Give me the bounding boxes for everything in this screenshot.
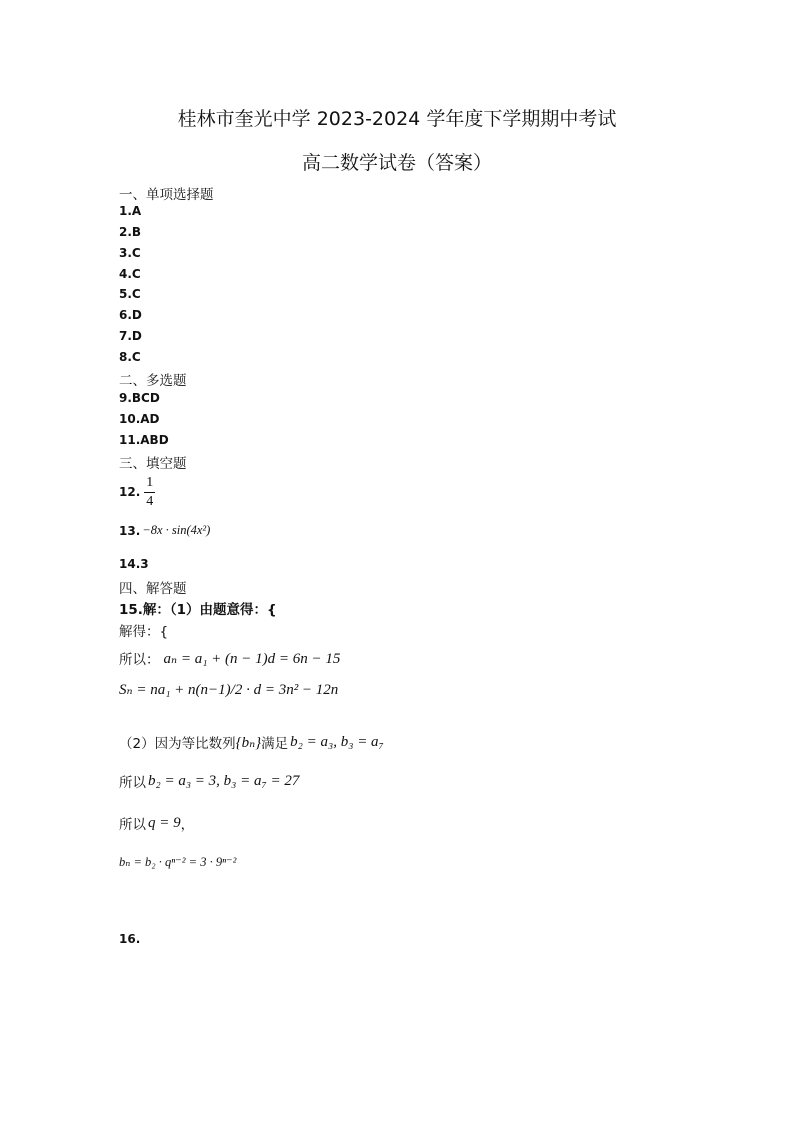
page-title: 桂林市奎光中学 2023-2024 学年度下学期期中考试: [177, 108, 617, 130]
section-heading-single-choice: 一、单项选择题: [119, 187, 214, 203]
answer-item: 7.D: [119, 329, 142, 343]
q15-line: [119, 771, 299, 791]
math-expression: Sₙ = na₁ + n(n−1)/2 · d = 3n² − 12n: [119, 682, 339, 698]
question-16-label: 16.: [119, 932, 141, 946]
q15-line: [119, 732, 384, 752]
text-prefix: 所以: [119, 775, 146, 791]
math-expression: aₙ = a₁ + (n − 1)d = 6n − 15: [163, 650, 341, 667]
text-prefix: （2）因为等比数列: [119, 736, 236, 752]
text-mid: 满足: [261, 736, 289, 752]
text-prefix: 所以: [119, 817, 146, 833]
answer-item: 9.BCD: [119, 391, 160, 405]
q15-line: 15.解：（1）由题意得：{: [119, 602, 277, 618]
question-number: 12.: [119, 485, 141, 499]
answer-item: 1.A: [119, 204, 142, 218]
q15-line: [119, 648, 340, 668]
math-expression: bₙ = b₂ · qⁿ⁻² = 3 · 9ⁿ⁻²: [119, 855, 237, 869]
section-heading-solutions: 四、解答题: [119, 581, 187, 597]
answer-item: 4.C: [119, 267, 141, 281]
section-heading-fill-blank: 三、填空题: [119, 456, 187, 472]
math-expression: {bₙ}: [235, 734, 262, 751]
fraction-denominator: 4: [146, 493, 154, 509]
text-suffix: ，: [180, 817, 195, 833]
answer-item: 10.AD: [119, 412, 160, 426]
answer-item: 8.C: [119, 350, 141, 364]
answer-q12: [119, 472, 155, 512]
math-expression: −8x · sin(4x²): [142, 523, 211, 537]
section-heading-multi-choice: 二、多选题: [119, 373, 187, 389]
answer-item: 5.C: [119, 287, 141, 301]
page-subtitle: 高二数学试卷（答案）: [301, 152, 492, 174]
q15-line: 解得：{: [119, 624, 169, 640]
answer-item: 6.D: [119, 308, 142, 322]
q15-line: [119, 854, 236, 870]
answer-item: 2.B: [119, 225, 142, 239]
q15-line: [119, 813, 194, 833]
math-expression: b₂ = a₃, b₃ = a₇: [290, 733, 384, 750]
fraction: [144, 474, 155, 511]
answer-item: 14.3: [119, 557, 149, 571]
answer-item: 3.C: [119, 246, 141, 260]
q15-line: [119, 680, 338, 699]
math-expression: b₂ = a₃ = 3, b₃ = a₇ = 27: [148, 772, 300, 789]
fraction-numerator: 1: [144, 474, 155, 493]
answer-q13: [119, 523, 210, 538]
math-expression: q = 9: [148, 814, 181, 831]
answer-item: 11.ABD: [119, 433, 169, 447]
question-number: 13.: [119, 523, 141, 538]
text-prefix: 所以：: [119, 652, 160, 668]
